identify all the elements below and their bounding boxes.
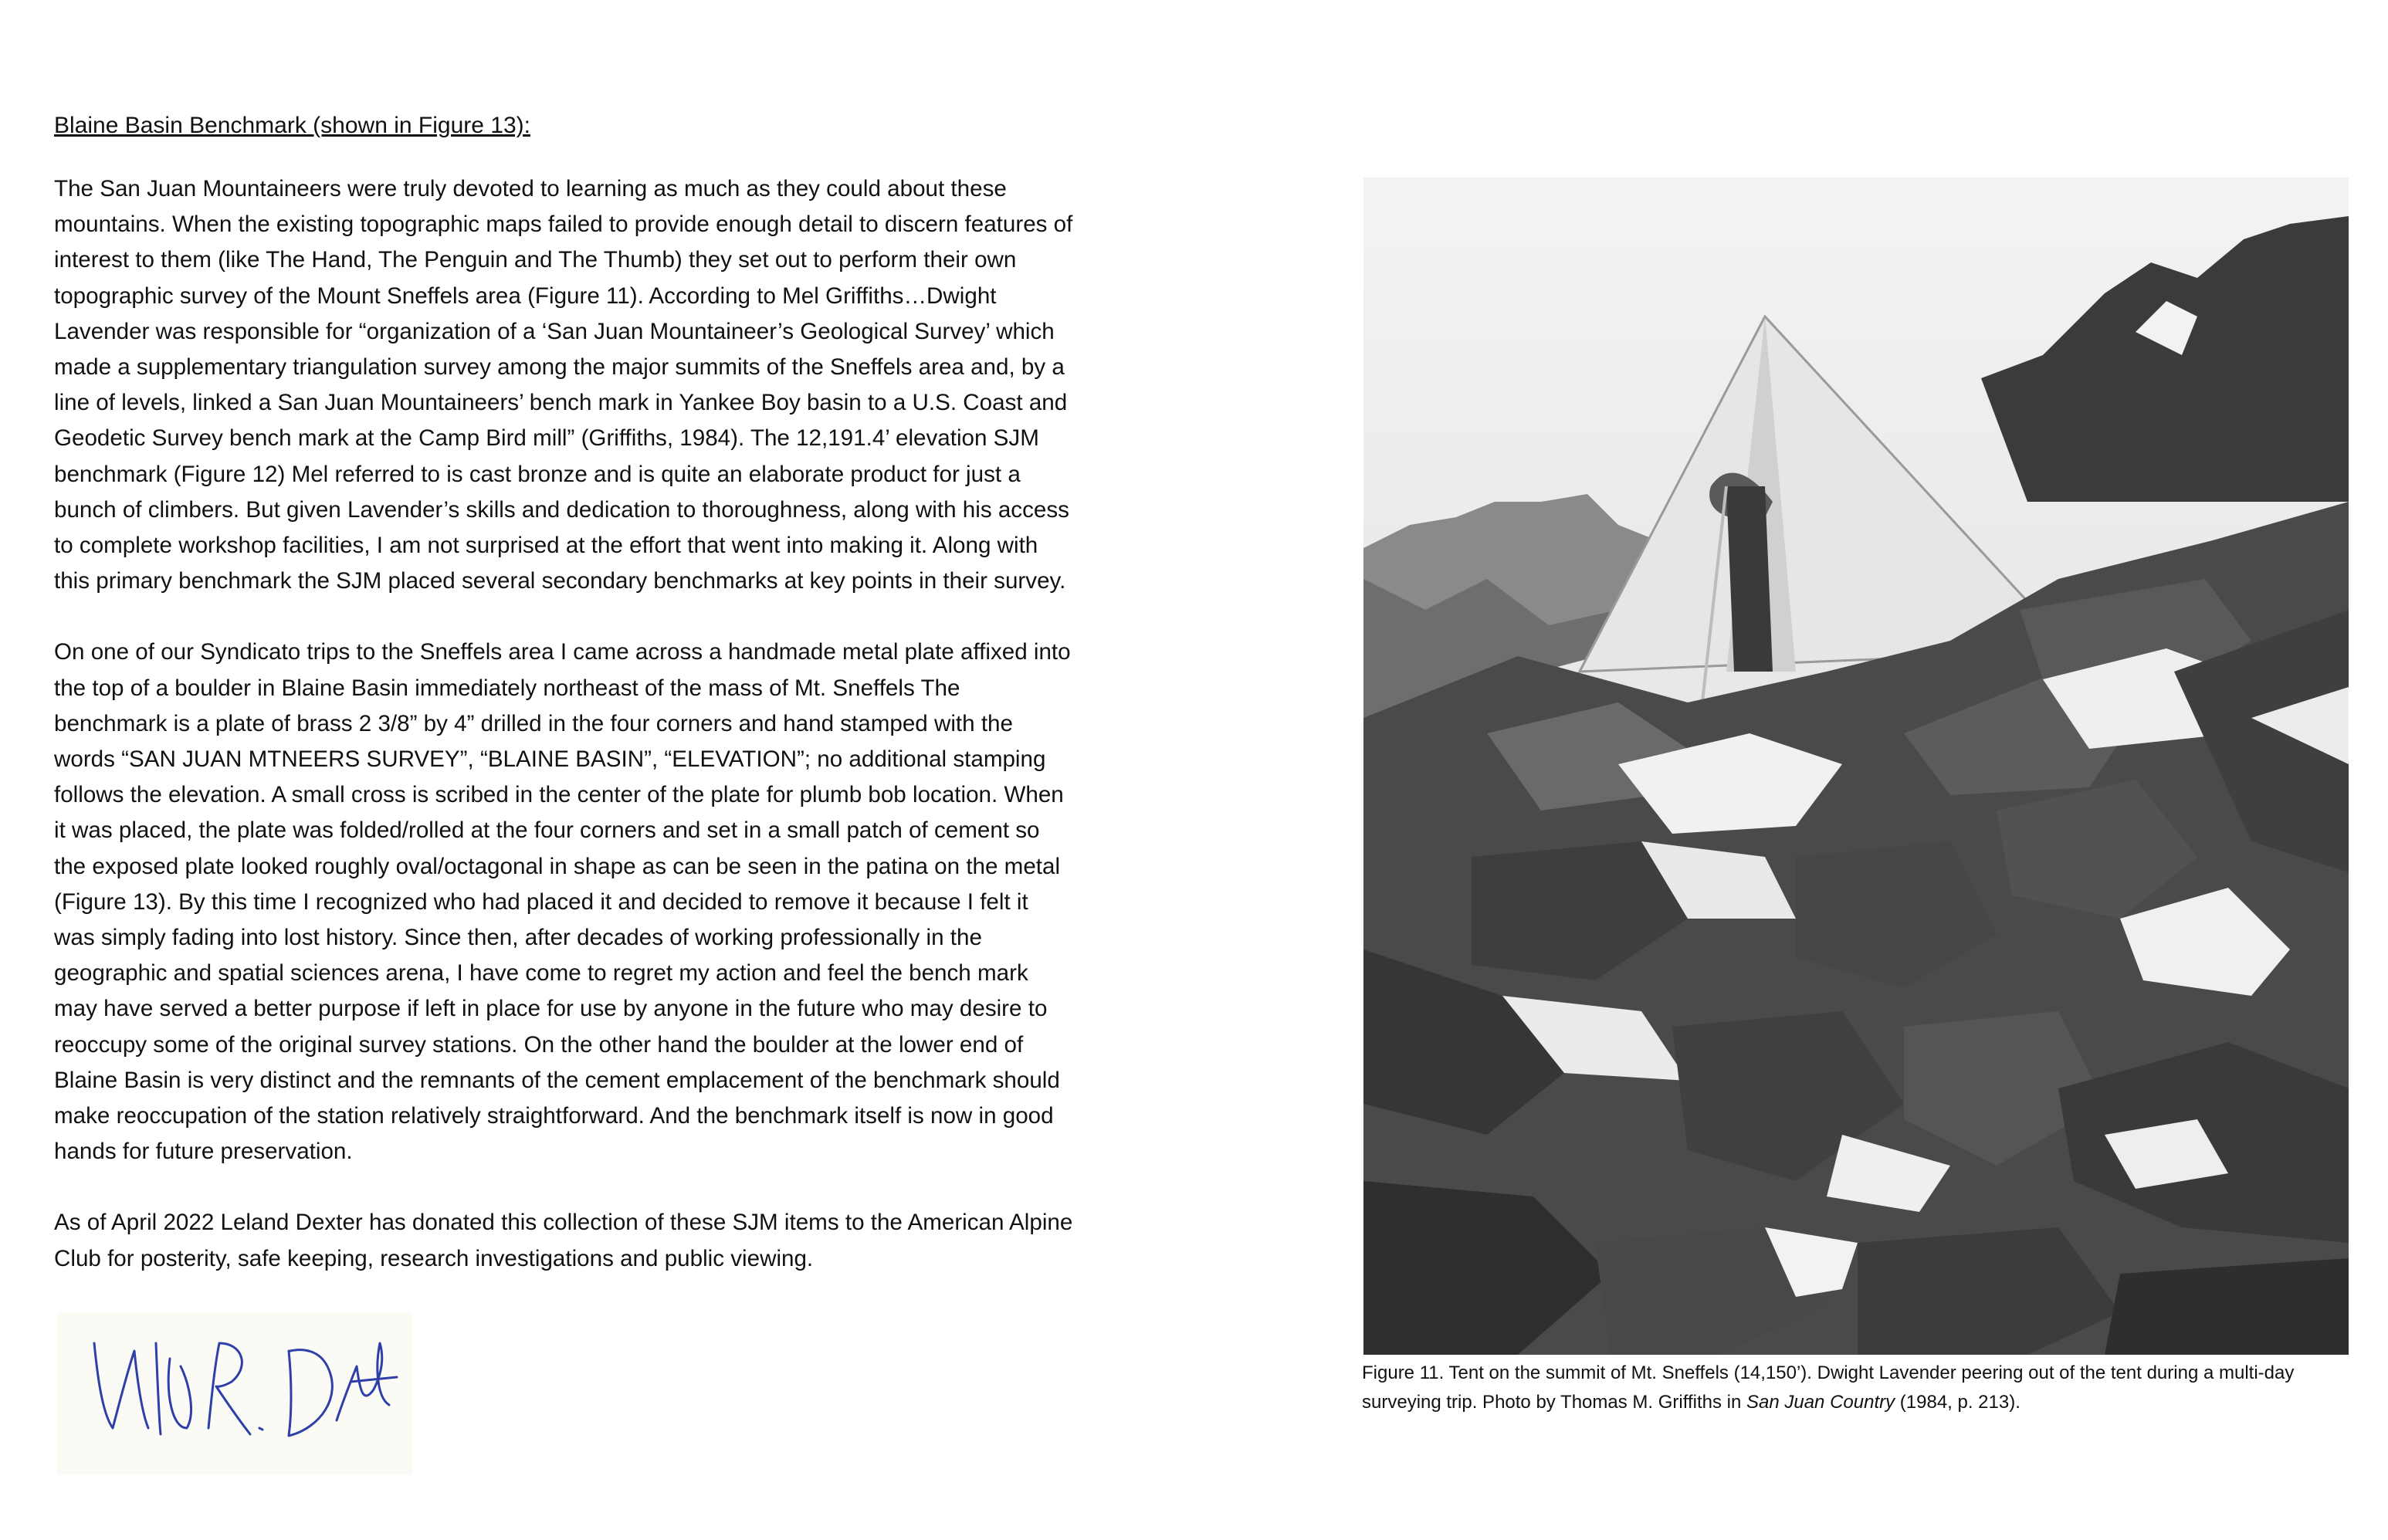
- figure-caption: [1362, 1359, 2350, 1417]
- caption-citation: (1984, p. 213).: [1895, 1392, 2020, 1413]
- paragraph-benchmark: On one of our Syndicato trips to the Sneffels area I came across a handmade metal plate affixed into the top of a boulder in Blaine Basin immediately northeast of the mass of Mt. Sneffels The benchmark is a plate of brass 2 3/8” by 4” drilled in the four corners and hand stamped with the words “SAN JUAN MTNEERS SURVEY”, “BLAINE BASIN”, “ELEVATION”; no additional stamping follows the elevation. A small cross is scribed in the center of the plate for plumb bob location. When it was placed, the plate was folded/rolled at the four corners and set in a small patch of cement so the exposed plate looked roughly oval/octagonal in shape as can be seen in the patina on the metal (Figure 13). By this time I recognized who had placed it and decided to remove it because I felt it was simply fading into lost history. Since then, after decades of working professionally in the geographic and spatial sciences arena, I have come to regret my action and feel the bench mark may have served a better purpose if left in place for use by anyone in the future who may desire to reoccupy some of the original survey stations. On the other hand the boulder at the lower end of Blaine Basin is very distinct and the remnants of the cement emplacement of the benchmark should make reoccupation of the station relatively straightforward. And the benchmark itself is now in good hands for future preservation.: [54, 639, 1071, 1165]
- paragraph-survey: The San Juan Mountaineers were truly devoted to learning as much as they could about these mountains. When the existing topographic maps failed to provide enough detail to discern features of interest to them (like The Hand, The Penguin and The Thumb) they set out to perform their own topographic survey of the Mount Sneffels area (Figure 11). According to Mel Griffiths…Dwight Lavender was responsible for “organization of a ‘San Juan Mountaineer’s Geological Survey’ which made a supplementary triangulation survey among the major summits of the Sneffels area and, by a line of levels, linked a San Juan Mountaineers’ bench mark in Yankee Boy basin to a U.S. Coast and Geodetic Survey bench mark at the Camp Bird mill” (Griffiths, 1984). The 12,191.4’ elevation SJM benchmark (Figure 12) Mel referred to is cast bronze and is quite an elaborate product for just a bunch of climbers. But given Lavender’s skills and dedication to thoroughness, along with his access to complete workshop facilities, I am not surprised at the effort that went into making it. Along with this primary benchmark the SJM placed several secondary benchmarks at key points in their survey.: [54, 176, 1073, 594]
- caption-book-title: San Juan Country: [1746, 1392, 1895, 1413]
- caption-text: Figure 11. Tent on the summit of Mt. Sneffels (14,150’). Dwight Lavender peering out of the tent during a multi-day surveying trip. Photo by Thomas M. Griffiths in: [1362, 1362, 2295, 1413]
- article-body: [54, 108, 1073, 1312]
- handwritten-signature: [57, 1312, 412, 1474]
- signature-drawing: [57, 1312, 412, 1474]
- paragraph-donation: As of April 2022 Leland Dexter has donated this collection of these SJM items to the American Alpine Club for posterity, safe keeping, research investigations and public viewing.: [54, 1210, 1073, 1271]
- summit-tent-photo: [1363, 178, 2349, 1355]
- section-heading: Blaine Basin Benchmark (shown in Figure 13):: [54, 113, 530, 138]
- photo-illustration: [1363, 178, 2349, 1355]
